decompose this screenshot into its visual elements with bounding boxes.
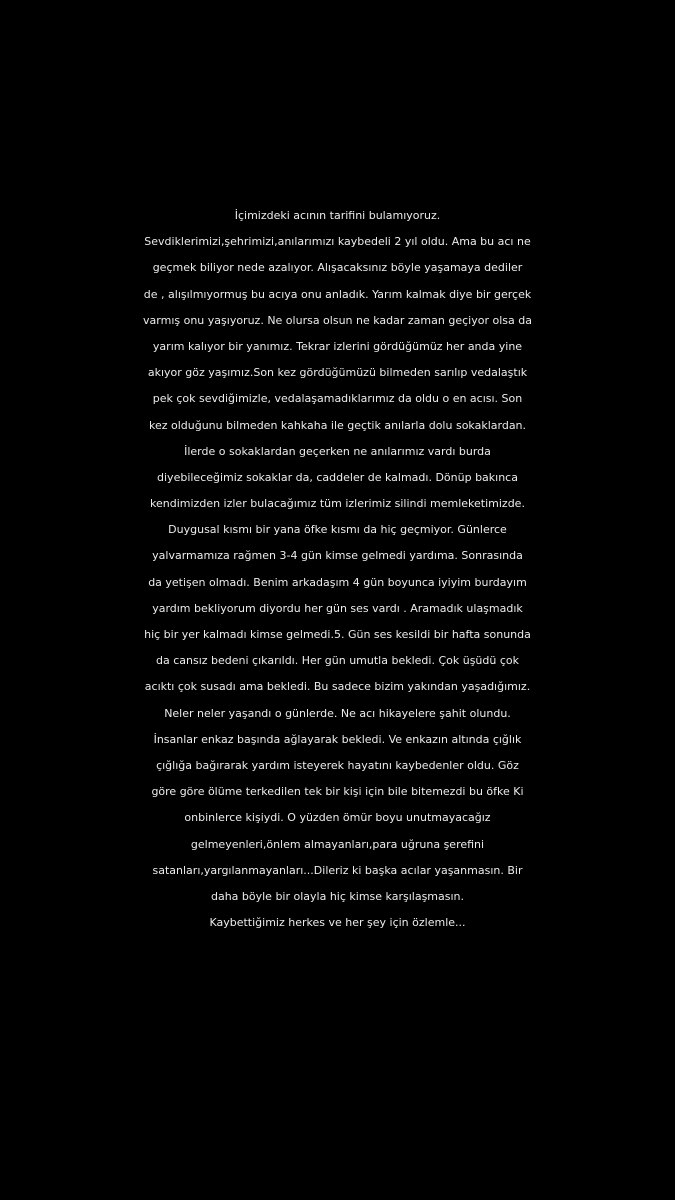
story-line: diyebileceğimiz sokaklar da, caddeler de kalmadı. Dönüp bakınca bbox=[157, 470, 518, 484]
story-line: da yetişen olmadı. Benim arkadaşım 4 gün boyunca iyiyim burdayım bbox=[148, 575, 527, 589]
story-line: Sevdiklerimizi,şehrimizi,anılarımızı kaybedeli 2 yıl oldu. Ama bu acı ne bbox=[144, 235, 531, 249]
story-line: varmış onu yaşıyoruz. Ne olursa olsun ne kadar zaman geçiyor olsa da bbox=[143, 313, 532, 327]
story-line: yalvarmamıza rağmen 3-4 gün kimse gelmedi yardıma. Sonrasında bbox=[152, 549, 523, 563]
story-line: Kaybettiğimiz herkes ve her şey için özlemle... bbox=[209, 916, 466, 930]
story-line: kendimizden izler bulacağımız tüm izlerimiz silindi memleketimizde. bbox=[150, 497, 525, 511]
story-line: da cansız bedeni çıkarıldı. Her gün umutla bekledi. Çok üşüdü çok bbox=[155, 654, 520, 668]
story-line: de , alışılmıyormuş bu acıya onu anladık. Yarım kalmak diye bir gerçek bbox=[143, 287, 532, 301]
story-line: gelmeyenleri,önlem almayanları,para uğruna şerefini bbox=[190, 837, 485, 851]
story-line: geçmek biliyor nede azalıyor. Alışacaksınız böyle yaşamaya dediler bbox=[152, 261, 523, 275]
story-line: kez olduğunu bilmeden kahkaha ile geçtik anılarla dolu sokaklardan. bbox=[148, 418, 527, 432]
story-line: daha böyle bir olayla hiç kimse karşılaşmasın. bbox=[210, 889, 465, 903]
story-line: pek çok sevdiğimizle, vedalaşamadıklarımız da oldu o en acısı. Son bbox=[152, 392, 523, 406]
story-line: Duygusal kısmı bir yana öfke kısmı da hiç geçmiyor. Günlerce bbox=[168, 523, 507, 537]
story-line: İçimizdeki acının tarifini bulamıyoruz. bbox=[234, 209, 441, 222]
story-line: hiç bir yer kalmadı kimse gelmedi.5. Gün ses kesildi bir hafta sonunda bbox=[144, 628, 531, 641]
story-text-block bbox=[0, 203, 675, 936]
story-line: onbinlerce kişiydi. O yüzden ömür boyu unutmayacağız bbox=[184, 811, 491, 825]
story-line: çığlığa bağırarak yardım isteyerek hayatını kaybedenler oldu. Göz bbox=[156, 758, 519, 772]
story-line: İlerde o sokaklardan geçerken ne anılarımız vardı burda bbox=[184, 444, 491, 458]
story-line: satanları,yargılanmayanları...Dileriz ki başka acılar yaşanmasın. Bir bbox=[152, 863, 523, 877]
story-line: acıktı çok susadı ama bekledi. Bu sadece bizim yakından yaşadığımız. bbox=[144, 680, 531, 694]
story-line: Neler neler yaşandı o günlerde. Ne acı hikayelere şahit olundu. bbox=[164, 706, 511, 720]
story-line: akıyor göz yaşımız.Son kez gördüğümüzü bilmeden sarılıp vedalaştık bbox=[147, 366, 528, 380]
story-line: yarım kalıyor bir yanımız. Tekrar izlerini gördüğümüz her anda yine bbox=[152, 339, 523, 353]
story-line: İnsanlar enkaz başında ağlayarak bekledi. Ve enkazın altında çığlık bbox=[153, 732, 522, 746]
story-line: göre göre ölüme terkedilen tek bir kişi için bile bitemezdi bu öfke Ki bbox=[151, 785, 524, 799]
story-line: yardım bekliyorum diyordu her gün ses vardı . Aramadık ulaşmadık bbox=[152, 601, 523, 615]
